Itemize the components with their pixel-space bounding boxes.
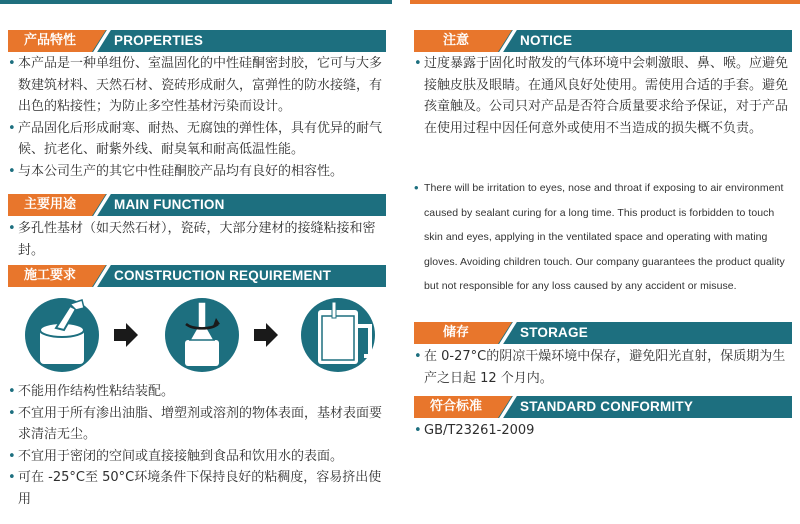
bullet-icon: • <box>414 56 422 71</box>
construction-title-cn: 施工要求 <box>8 265 92 287</box>
list-item-text: 在 0-27°C的阴凉干燥环境中保存，避免阳光直射，保质期为生产之日起 12 个月内。 <box>424 349 786 386</box>
list-item <box>8 161 386 183</box>
construction-title-en: CONSTRUCTION REQUIREMENT <box>114 268 332 283</box>
main-function-header <box>8 194 386 216</box>
notice-list <box>414 53 792 139</box>
list-item <box>8 118 386 161</box>
bullet-icon: • <box>8 163 16 179</box>
bullet-icon: • <box>8 448 16 464</box>
list-item-text: There will be irritation to eyes, nose and throat if exposing to air environment caused by sealant curing for a long time. This product is forbidden to touch skin and eyes, applying in the ventilated space and operating with mating gloves. Avoiding children touch. Our company guarantees the product quality but not responsible for any loss caused by any accident or misuse. <box>424 182 785 293</box>
bullet-icon: • <box>414 180 419 195</box>
bullet-icon: • <box>8 221 16 236</box>
standard-header <box>414 396 792 418</box>
storage-title-cn: 储存 <box>414 322 498 344</box>
bullet-icon: • <box>8 56 16 71</box>
notice-title-cn: 注意 <box>414 30 498 52</box>
top-accent-left <box>0 0 392 4</box>
list-item <box>8 381 386 403</box>
construction-list <box>8 381 386 510</box>
list-item <box>414 53 792 139</box>
list-item-text: 产品固化后形成耐寒、耐热、无腐蚀的弹性体，具有优异的耐气候、抗老化、耐紫外线、耐臭氧和耐高低温性能。 <box>18 120 383 157</box>
list-item-text: 可在 -25°C至 50°C环境条件下保持良好的粘稠度，容易挤出使用 <box>18 470 382 507</box>
list-item-text: 本产品是一种单组份、室温固化的中性硅酮密封胶，它可与大多数建筑材料、天然石材、瓷砖形成耐久，富弹性的防水接缝，有出色的粘接性；为防止多空性基材污染而设计。 <box>18 56 383 114</box>
application-steps-diagram <box>22 296 382 374</box>
main-function-list <box>8 218 386 261</box>
storage-list <box>414 346 792 389</box>
standard-title-cn: 符合标准 <box>414 396 498 418</box>
construction-header <box>8 265 386 287</box>
properties-list <box>8 53 386 182</box>
notice-header <box>414 30 792 52</box>
notice-english-list <box>414 176 792 299</box>
list-item <box>8 467 386 510</box>
main-function-title-en: MAIN FUNCTION <box>114 197 225 212</box>
list-item <box>8 403 386 446</box>
main-function-title-cn: 主要用途 <box>8 194 92 216</box>
step-cut-nozzle-icon <box>25 298 99 372</box>
step-screw-nozzle-icon <box>165 298 239 372</box>
list-item <box>8 53 386 118</box>
storage-title-en: STORAGE <box>520 325 588 340</box>
list-item-text: 不能用作结构性粘结装配。 <box>18 384 175 399</box>
list-item-text: 不宜用于所有渗出油脂、增塑剂或溶剂的物体表面，基材表面要求清洁无尘。 <box>18 405 383 442</box>
list-item-text: 过度暴露于固化时散发的气体环境中会刺激眼、鼻、喉。应避免接触皮肤及眼睛。在通风良好处使用。需使用合适的手套。避免孩童触及。公司只对产品是否符合质量要求给予保证，对于产品在使用过程中因任何意外或使用不当造成的损失概不负责。 <box>424 56 789 136</box>
arrow-right-icon <box>114 323 138 347</box>
step-load-gun-icon <box>301 298 375 372</box>
standard-list <box>414 420 792 442</box>
list-item-text: 多孔性基材（如天然石材），瓷砖，大部分建材的接缝粘接和密封。 <box>18 221 376 258</box>
list-item-text: 与本公司生产的其它中性硅酮胶产品均有良好的相容性。 <box>18 163 344 179</box>
bullet-icon: • <box>8 120 16 136</box>
bullet-icon: • <box>8 384 16 399</box>
properties-header <box>8 30 386 52</box>
list-item-text: 不宜用于密闭的空间或直接接触到食品和饮用水的表面。 <box>18 448 344 464</box>
arrow-right-icon <box>254 323 278 347</box>
bullet-icon: • <box>414 423 422 438</box>
storage-header <box>414 322 792 344</box>
list-item <box>8 218 386 261</box>
list-item <box>8 446 386 468</box>
notice-title-en: NOTICE <box>520 33 573 48</box>
top-accent-right <box>410 0 800 4</box>
standard-value: GB/T23261-2009 <box>424 423 535 438</box>
list-item <box>414 346 792 389</box>
properties-title-cn: 产品特性 <box>8 30 92 52</box>
list-item <box>414 176 792 299</box>
bullet-icon: • <box>414 349 422 364</box>
list-item <box>414 420 792 442</box>
bullet-icon: • <box>8 470 16 485</box>
properties-title-en: PROPERTIES <box>114 33 204 48</box>
standard-title-en: STANDARD CONFORMITY <box>520 399 694 414</box>
bullet-icon: • <box>8 405 16 421</box>
